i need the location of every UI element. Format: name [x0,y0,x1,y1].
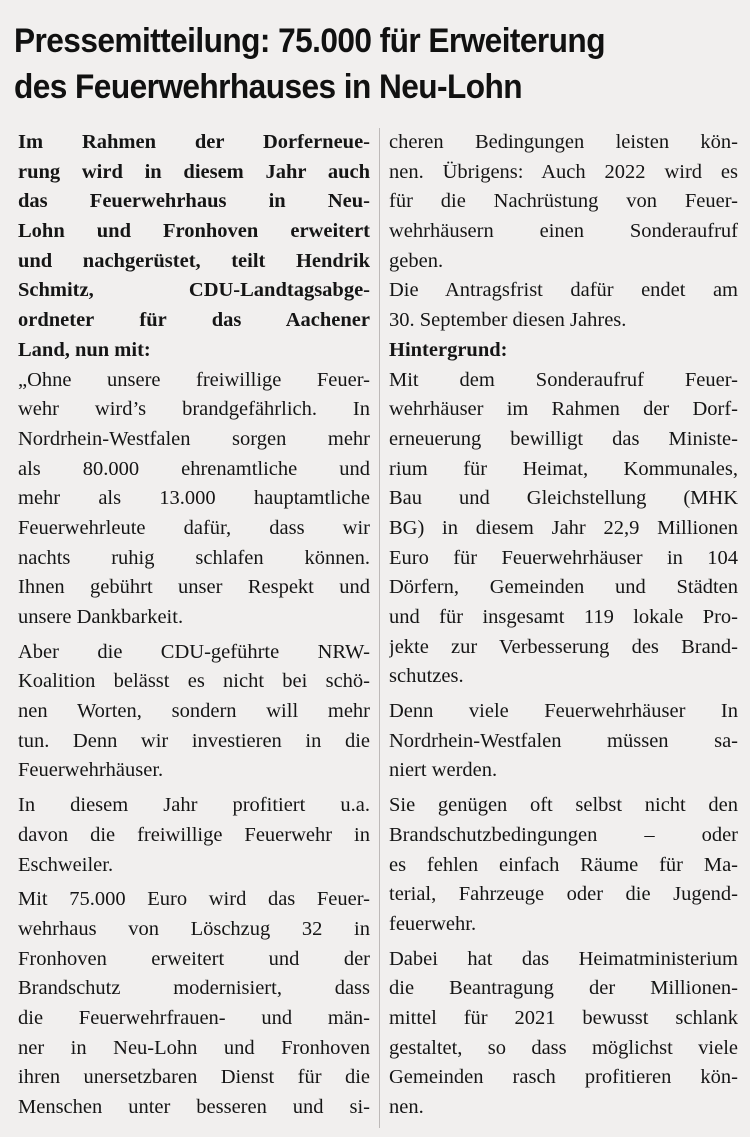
text-line: Bau und Gleichstellung (MHK [389,487,738,510]
text-line: Im Rahmen der Dorferneue- [18,131,370,153]
text-line: tun. Denn wir investieren in die [18,729,370,752]
text-line: Menschen unter besseren und si- [18,1096,370,1118]
text-line: rium für Heimat, Kommunales, [389,457,738,480]
text-line: als 80.000 ehrenamtliche und [18,457,370,480]
text-line: unsere Dankbarkeit. [18,606,184,628]
text-line: Sie genügen oft selbst nicht den [389,794,738,817]
text-line: mehr als 13.000 hauptamtliche [18,487,370,510]
text-line: terial, Fahrzeuge oder die Jugend- [389,883,738,906]
text-line: Hintergrund: [389,338,508,361]
text-line: Ihnen gebührt unser Respekt und [18,576,370,599]
text-line: rung wird in diesem Jahr auch [18,160,370,183]
text-line: „Ohne unsere freiwillige Feuer- [18,368,370,391]
text-line: Land, nun mit: [18,338,151,361]
text-line: ihren unersetzbaren Dienst für die [18,1066,370,1089]
text-line: nen. [389,1096,424,1118]
text-line: Eschweiler. [18,853,114,876]
text-line: Fronhoven erweitert und der [18,947,370,970]
text-line: und nachgerüstet, teilt Hendrik [18,249,370,272]
text-line: Gemeinden rasch profitieren kön- [389,1066,738,1089]
text-line: Feuerwehrleute dafür, dass wir [18,516,370,539]
text-line: wehrhaus von Löschzug 32 in [18,917,370,940]
text-line: Die Antragsfrist dafür endet am [389,279,738,302]
text-line: Denn viele Feuerwehrhäuser In [389,700,738,723]
text-line: ner in Neu-Lohn und Fronhoven [18,1036,370,1059]
text-line: Lohn und Fronhoven erweitert [18,220,370,243]
text-line: niert werden. [389,759,498,782]
text-line: cheren Bedingungen leisten kön- [389,131,738,153]
text-line: und für insgesamt 119 lokale Pro- [389,606,738,628]
text-line: Schmitz, CDU-Landtagsabge- [18,279,370,302]
article-body [18,128,738,1133]
column-right [389,128,738,1133]
text-line: Mit dem Sonderaufruf Feuer- [389,368,738,391]
text-line: 30. September diesen Jahres. [389,309,627,332]
text-line: Mit 75.000 Euro wird das Feuer- [18,888,370,911]
headline-line-2: des Feuerwehrhauses in Neu-Lohn [14,68,523,106]
text-line: Euro für Feuerwehrhäuser in 104 [389,546,738,569]
text-line: wehr wird’s brandgefährlich. In [18,398,370,421]
text-line: nachts ruhig schlafen können. [18,546,370,569]
text-line: Brandschutz modernisiert, dass [18,977,370,1000]
headline [14,18,688,110]
text-line: In diesem Jahr profitiert u.a. [18,794,370,817]
headline-line-1: Pressemitteilung: 75.000 für Erweiterung [14,22,605,60]
text-line: jekte zur Verbesserung des Brand- [389,635,738,658]
text-line: davon die freiwillige Feuerwehr in [18,823,370,846]
text-line: nen Worten, sondern will mehr [18,700,370,723]
column-left [18,128,370,1133]
text-line: Feuerwehrhäuser. [18,759,164,782]
text-line: für die Nachrüstung von Feuer- [389,190,738,213]
text-line: wehrhäuser im Rahmen der Dorf- [389,398,738,421]
text-line: Aber die CDU-geführte NRW- [18,640,370,663]
text-line: feuerwehr. [389,912,477,935]
text-line: Dörfern, Gemeinden und Städten [389,576,738,599]
text-line: mittel für 2021 bewusst schlank [389,1006,738,1029]
text-line: die Beantragung der Millionen- [389,977,738,1000]
text-line: das Feuerwehrhaus in Neu- [18,190,370,213]
text-line: erneuerung bewilligt das Ministe- [389,427,738,450]
text-line: es fehlen einfach Räume für Ma- [389,853,738,876]
text-line: Brandschutzbedingungen – oder [389,823,738,846]
text-line: Dabei hat das Heimatministerium [389,947,738,970]
text-line: schutzes. [389,665,464,688]
text-line: Nordrhein-Westfalen sorgen mehr [18,427,370,450]
text-line: gestaltet, so dass möglichst viele [389,1036,738,1059]
text-line: geben. [389,249,444,272]
text-line: ordneter für das Aachener [18,309,370,332]
text-line: Koalition belässt es nicht bei schö- [18,670,370,693]
text-line: BG) in diesem Jahr 22,9 Millionen [389,516,738,539]
text-line: Nordrhein-Westfalen müssen sa- [389,729,738,752]
text-line: nen. Übrigens: Auch 2022 wird es [389,160,738,183]
text-line: die Feuerwehrfrauen- und män- [18,1006,370,1029]
text-line: wehrhäusern einen Sonderaufruf [389,220,738,243]
